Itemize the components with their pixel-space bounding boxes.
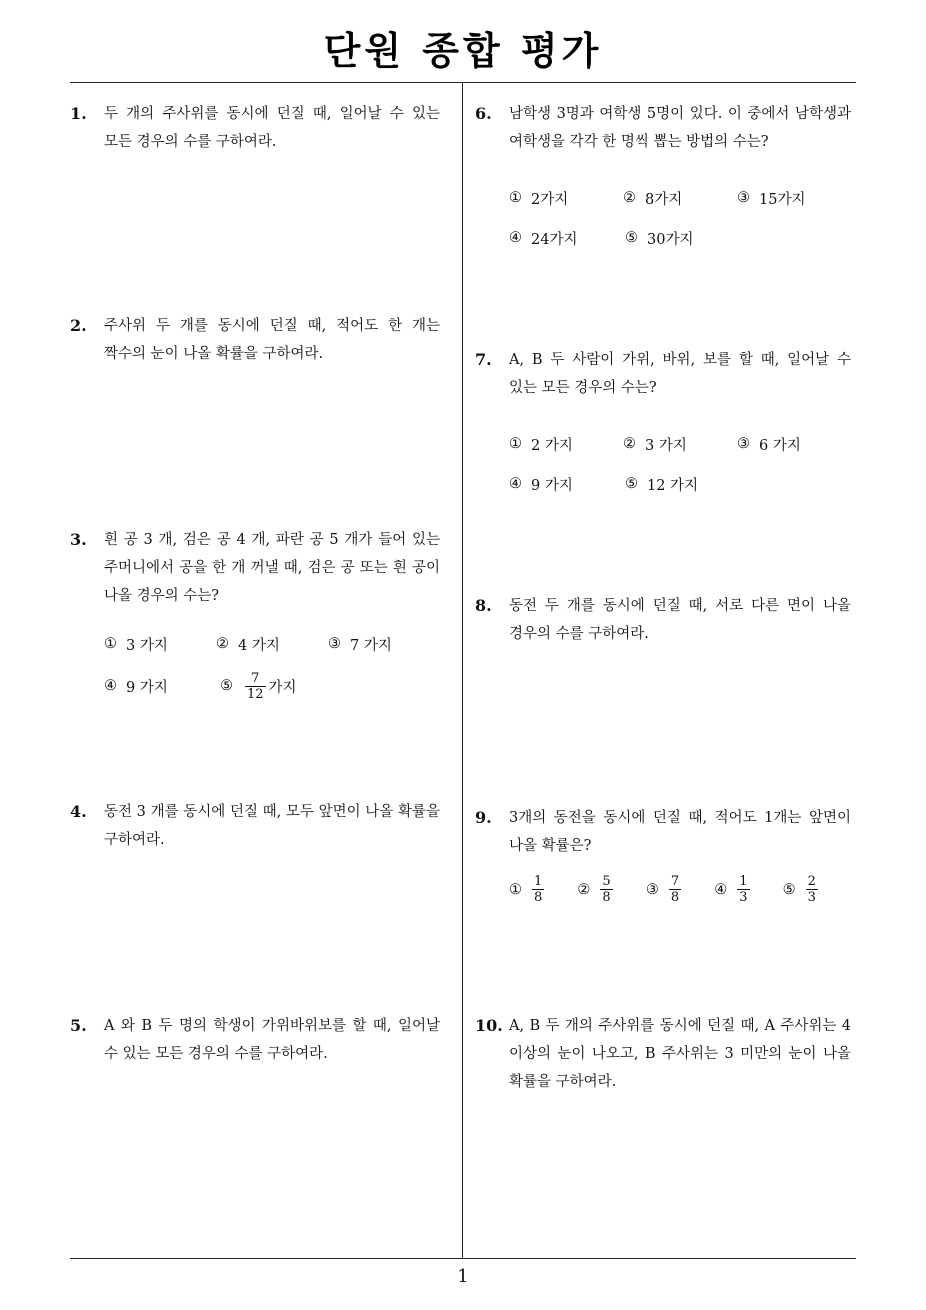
fraction: $\frac{7}{8}$ [670, 874, 680, 905]
question-6 [475, 100, 851, 258]
choice-4[interactable]: ④ 9 가지 [104, 678, 168, 696]
question-text: 3개의 동전을 동시에 던질 때, 적어도 1개는 앞면이 나올 확률은? [509, 810, 851, 854]
answer-choices [509, 874, 851, 905]
question-number: 9. [475, 808, 492, 827]
question-5 [70, 1012, 440, 1068]
top-rule [70, 82, 856, 83]
question-number: 1. [70, 104, 87, 123]
choice-2[interactable]: ② 3 가지 [623, 436, 687, 454]
question-1 [70, 100, 440, 156]
question-10 [475, 1012, 851, 1096]
question-4 [70, 798, 440, 854]
question-text: A 와 B 두 명의 학생이 가위바위보를 할 때, 일어날 수 있는 모든 경우의 수를 구하여라. [104, 1018, 440, 1062]
question-text: 주사위 두 개를 동시에 던질 때, 적어도 한 개는 짝수의 눈이 나올 확률을 구하여라. [104, 318, 440, 362]
page-title: 단원 종합 평가 [323, 29, 603, 73]
choice-3[interactable]: ③ 7 가지 [328, 636, 392, 654]
question-text: 동전 3 개를 동시에 던질 때, 모두 앞면이 나올 확률을 구하여라. [104, 804, 440, 848]
question-text: 두 개의 주사위를 동시에 던질 때, 일어날 수 있는 모든 경우의 수를 구하여라. [104, 106, 440, 150]
choice-4[interactable]: ④ 9 가지 [509, 476, 573, 494]
page-number: 1 [457, 1266, 469, 1287]
question-number: 5. [70, 1016, 87, 1035]
choice-2[interactable]: ② 4 가지 [216, 636, 280, 654]
choice-4[interactable]: ④ 24가지 [509, 230, 578, 248]
bottom-rule [70, 1258, 856, 1259]
question-text: A, B 두 사람이 가위, 바위, 보를 할 때, 일어날 수 있는 모든 경우의 수는? [509, 352, 851, 396]
fraction: $\frac{5}{8}$ [602, 874, 611, 905]
question-number: 4. [70, 802, 87, 821]
choice-3[interactable]: ③ $\frac{7}{8}$ [645, 874, 680, 905]
question-number: 10. [475, 1016, 503, 1035]
question-text: 동전 두 개를 동시에 던질 때, 서로 다른 면이 나올 경우의 수를 구하여라. [509, 598, 851, 642]
choice-3[interactable]: ③ 15가지 [737, 190, 806, 208]
choice-5[interactable]: ⑤ 12 가지 [625, 476, 699, 494]
question-text: 흰 공 3 개, 검은 공 4 개, 파란 공 5 개가 들어 있는 주머니에서 공을 한 개 꺼낼 때, 검은 공 또는 흰 공이 나올 경우의 수는? [104, 532, 440, 604]
question-text: 남학생 3명과 여학생 5명이 있다. 이 중에서 남학생과 여학생을 각각 한 명씩 뽑는 방법의 수는? [509, 106, 851, 150]
question-9 [475, 804, 851, 905]
fraction: $\frac{1}{8}$ [534, 874, 543, 905]
choice-1[interactable]: ① $\frac{1}{8}$ [509, 874, 543, 905]
choice-5[interactable]: ⑤ $\frac{2}{3}$ [782, 874, 816, 905]
question-3 [70, 526, 440, 708]
question-8 [475, 592, 851, 648]
choice-1[interactable]: ① 3 가지 [104, 636, 168, 654]
question-number: 8. [475, 596, 492, 615]
question-2 [70, 312, 440, 368]
choice-4[interactable]: ④ $\frac{1}{3}$ [714, 874, 748, 905]
choice-5[interactable]: ⑤ $\frac{7}{12}$ 가지 [220, 670, 297, 702]
choice-1[interactable]: ① 2 가지 [509, 436, 573, 454]
answer-choices [509, 424, 851, 504]
answer-choices [509, 178, 851, 258]
choice-3[interactable]: ③ 6 가지 [737, 436, 801, 454]
fraction: $\frac{1}{3}$ [739, 874, 748, 905]
column-divider [462, 83, 463, 1258]
choice-1[interactable]: ① 2가지 [509, 190, 569, 208]
fraction: $\frac{7}{12}$ [247, 670, 264, 702]
choice-2[interactable]: ② 8가지 [623, 190, 683, 208]
question-7 [475, 346, 851, 504]
question-text: A, B 두 개의 주사위를 동시에 던질 때, A 주사위는 4 이상의 눈이 나오고, B 주사위는 3 미만의 눈이 나올 확률을 구하여라. [509, 1018, 851, 1090]
question-number: 2. [70, 316, 87, 335]
choice-2[interactable]: ② $\frac{5}{8}$ [577, 874, 611, 905]
answer-choices [104, 624, 440, 708]
fraction: $\frac{2}{3}$ [807, 874, 816, 905]
question-number: 3. [70, 530, 87, 549]
question-number: 7. [475, 350, 492, 369]
question-number: 6. [475, 104, 492, 123]
choice-5[interactable]: ⑤ 30가지 [625, 230, 694, 248]
